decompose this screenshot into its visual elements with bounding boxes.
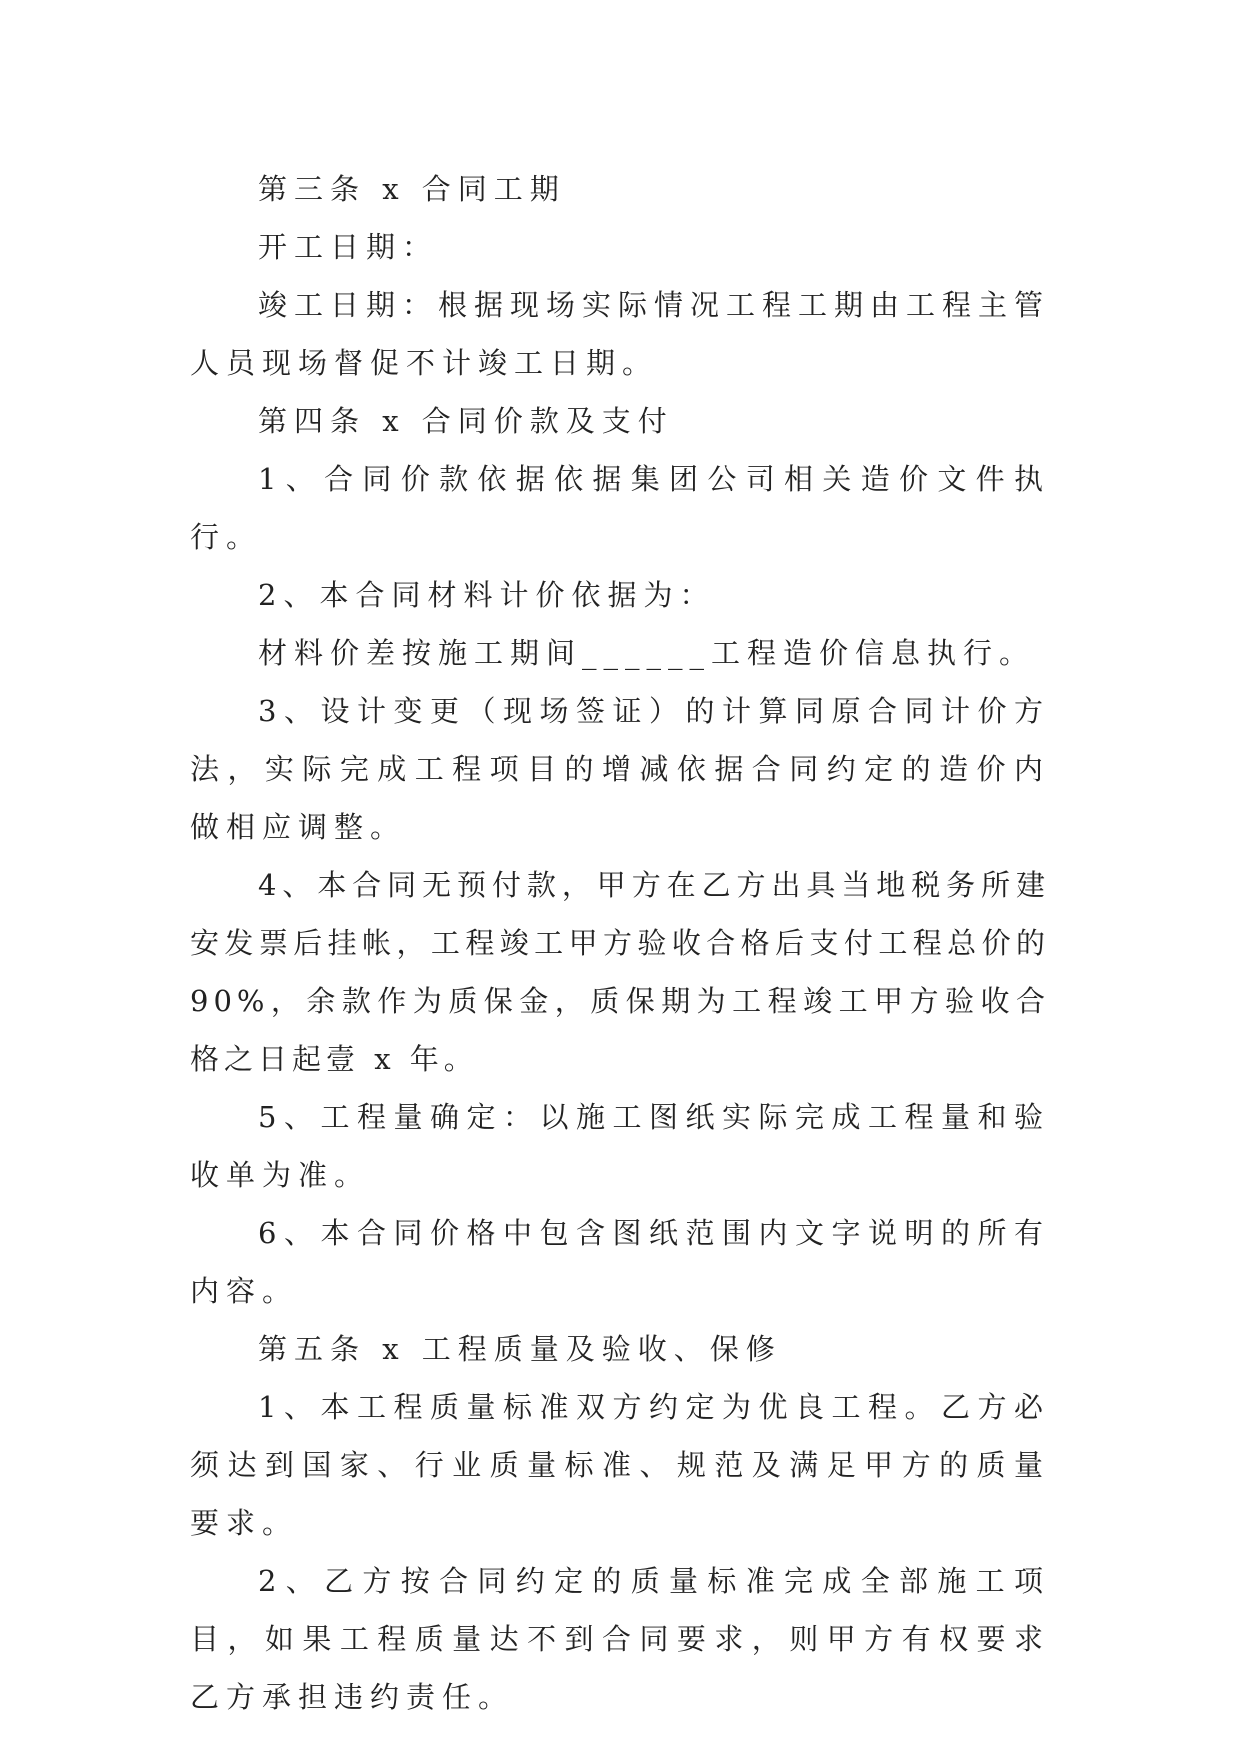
clause-4-item-2: 2、本合同材料计价依据为： xyxy=(258,578,716,612)
clause-5-item-2: 2、乙方按合同约定的质量标准完成全部施工项目，如果工程质量达不到合同要求，则甲方有权要求乙方承担违约责任。 xyxy=(190,1564,1050,1714)
section-heading-5: 第五条 x 工程质量及验收、保修 xyxy=(258,1332,782,1366)
clause-5-item-1: 1、本工程质量标准双方约定为优良工程。乙方必须达到国家、行业质量标准、规范及满足甲方的质量要求。 xyxy=(190,1390,1050,1540)
clause-4-item-1: 1、合同价款依据依据集团公司相关造价文件执行。 xyxy=(190,462,1050,554)
start-date-line: 开工日期： xyxy=(258,230,439,264)
clause-4-item-5: 5、工程量确定：以施工图纸实际完成工程量和验收单为准。 xyxy=(190,1100,1050,1192)
completion-date-paragraph: 竣工日期：根据现场实际情况工程工期由工程主管人员现场督促不计竣工日期。 xyxy=(190,288,1051,380)
material-price-line: 材料价差按施工期间______工程造价信息执行。 xyxy=(258,636,1036,670)
clause-4-item-3: 3、设计变更（现场签证）的计算同原合同计价方法，实际完成工程项目的增减依据合同约定的造价内做相应调整。 xyxy=(190,694,1050,844)
section-heading-3: 第三条 x 合同工期 xyxy=(258,172,566,206)
clause-4-item-4: 4、本合同无预付款，甲方在乙方出具当地税务所建安发票后挂帐，工程竣工甲方验收合格后支付工程总价的 90%，余款作为质保金，质保期为工程竣工甲方验收合格之日起壹 x 年。 xyxy=(190,868,1050,1076)
clause-4-item-6: 6、本合同价格中包含图纸范围内文字说明的所有内容。 xyxy=(190,1216,1050,1308)
section-heading-4: 第四条 x 合同价款及支付 xyxy=(258,404,674,438)
document-page xyxy=(190,160,1050,1726)
